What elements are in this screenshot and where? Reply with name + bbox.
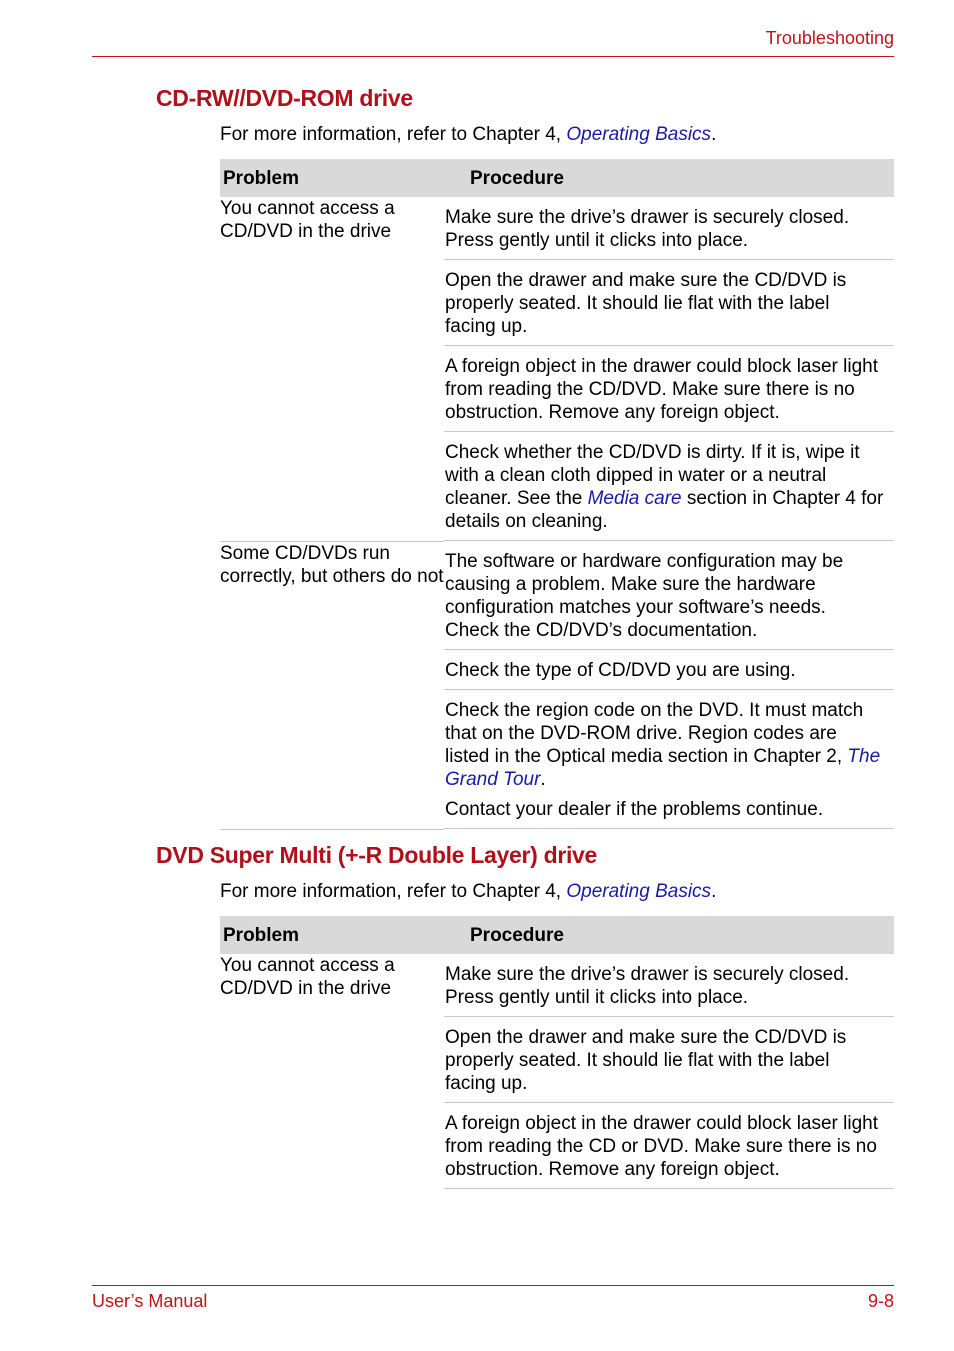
column-header-procedure: Procedure [444,916,894,954]
problem-cell: Some CD/DVDs run correctly, but others do not [220,541,444,829]
procedure-item: Open the drawer and make sure the CD/DVD is properly seated. It should lie flat with the label facing up. [444,1017,894,1103]
footer-manual-title: User’s Manual [92,1291,208,1311]
page-number: 9-8 [867,1291,894,1311]
problem-cell: You cannot access a CD/DVD in the drive [220,955,395,999]
procedure-text: section in Chapter 4 for details on cleaning. [445,488,884,532]
troubleshooting-table-cdrw [220,159,894,830]
column-header-problem: Problem [220,159,444,197]
grand-tour-link[interactable]: The Grand Tour [445,746,881,790]
operating-basics-link[interactable]: Operating Basics [566,881,712,902]
procedure-item: Contact your dealer if the problems continue. [444,793,894,829]
column-header-problem: Problem [220,916,444,954]
table-row [220,541,894,829]
column-header-procedure: Procedure [444,159,894,197]
footer-rule [92,1285,894,1286]
procedure-item: Make sure the drive’s drawer is securely closed. Press gently until it clicks into place. [444,954,894,1017]
procedure-item [444,432,894,541]
section-title-cdrw: CD-RW//DVD-ROM drive [156,85,413,111]
media-care-link[interactable]: Media care [587,488,682,509]
procedure-item: A foreign object in the drawer could block laser light from reading the CD/DVD. Make sure there is no obstruction. Remove any foreign object. [444,346,894,432]
problem-cell: You cannot access a CD/DVD in the drive [220,197,444,541]
intro-suffix: . [711,124,717,145]
procedure-item [444,690,894,793]
table-header-row [220,159,894,197]
table-row [220,954,894,1189]
procedure-item: Make sure the drive’s drawer is securely closed. Press gently until it clicks into place. [444,197,894,260]
section-title-dvd-super-multi: DVD Super Multi (+-R Double Layer) drive [156,842,598,868]
section-intro [220,124,716,146]
procedure-text: Check the region code on the DVD. It must match that on the DVD-ROM drive. Region codes are listed in the Optical media section in Chapter 2, [445,700,864,767]
procedure-item: The software or hardware configuration may be causing a problem. Make sure the hardware configuration matches your software’s needs. Check the CD/DVD’s documentation. [444,541,894,650]
intro-text: For more information, refer to Chapter 4, [220,124,567,145]
procedure-cell [444,197,894,541]
procedure-text: Check whether the CD/DVD is dirty. If it is, wipe it with a clean cloth dipped in water or a neutral cleaner. See the [445,442,860,509]
procedure-item: Check the type of CD/DVD you are using. [444,650,894,690]
operating-basics-link[interactable]: Operating Basics [566,124,712,145]
table-row [220,197,894,541]
troubleshooting-table-dvd-super-multi [220,916,894,1189]
procedure-cell [444,954,894,1189]
running-head: Troubleshooting [765,28,894,48]
procedure-item: Open the drawer and make sure the CD/DVD is properly seated. It should lie flat with the label facing up. [444,260,894,346]
procedure-text: . [540,769,546,790]
procedure-cell [444,541,894,829]
procedure-item: A foreign object in the drawer could block laser light from reading the CD or DVD. Make sure there is no obstruction. Remove any foreign object. [444,1103,894,1189]
section-intro [220,881,716,903]
header-rule [92,56,894,57]
table-header-row [220,916,894,954]
intro-suffix: . [711,881,717,902]
intro-text: For more information, refer to Chapter 4, [220,881,567,902]
